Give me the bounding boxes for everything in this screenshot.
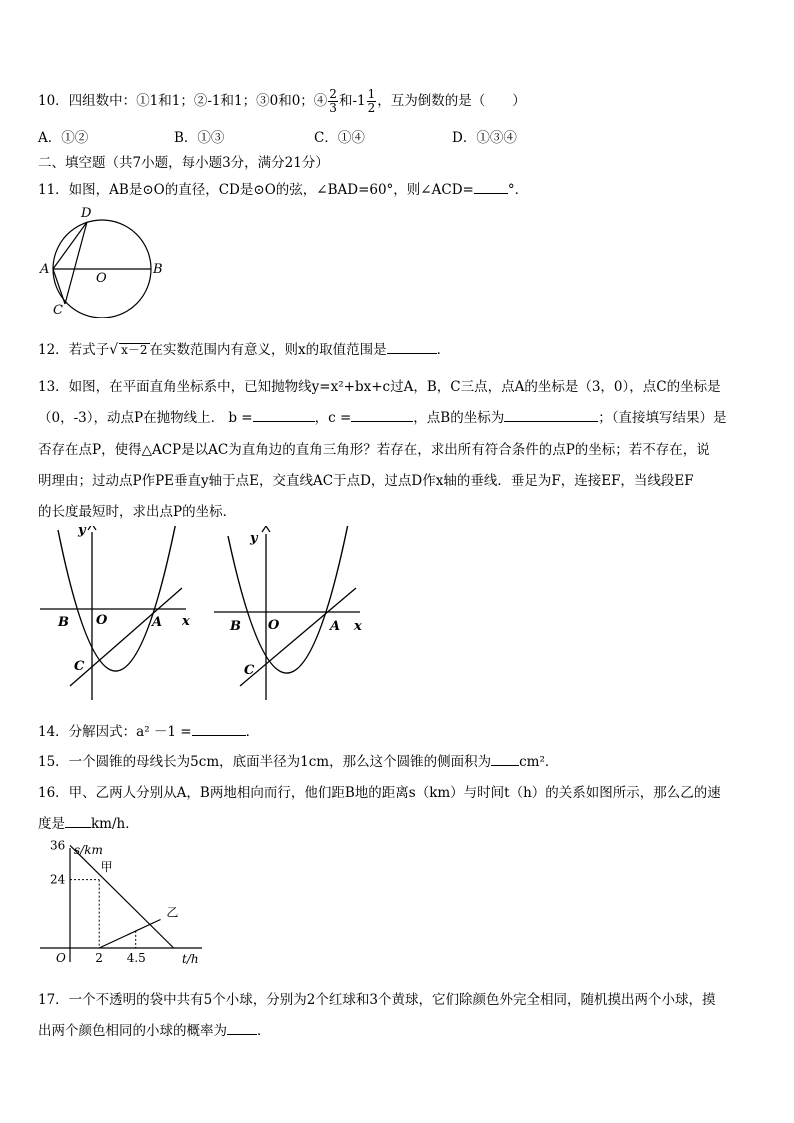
q13-l2a: （0，-3），动点P在抛物线上． b =	[38, 410, 253, 426]
q10-option-b: B．①③	[174, 130, 225, 146]
q15-stem: 15．一个圆锥的母线长为5cm，底面半径为1cm，那么这个圆锥的侧面积为	[38, 754, 492, 770]
q10-stem	[38, 88, 526, 115]
q16-l2b: km/h．	[91, 816, 139, 832]
parabola	[228, 526, 348, 673]
q14-end: ．	[245, 724, 260, 740]
q12-suffix: 在实数范围内有意义，则x的取值范围是	[149, 342, 387, 358]
q12-prefix: 12．若式子	[38, 342, 110, 358]
label-a: A	[40, 262, 50, 277]
tick-label-24: 24	[50, 872, 66, 887]
q13-l2b: ，c =	[314, 410, 352, 426]
q14-text	[38, 720, 259, 740]
chord-ad	[53, 222, 87, 269]
q12-radicand: x－2	[121, 343, 148, 357]
point-a-label: A	[152, 615, 163, 630]
q12-text: 12．若式子√ x－2 在实数范围内有意义，则x的取值范围是 ．	[38, 342, 451, 358]
y-axis-label: s/km	[74, 843, 103, 857]
q11-blank[interactable]	[474, 181, 508, 194]
q15-end: cm²．	[519, 754, 559, 770]
point-b-label: B	[230, 619, 241, 634]
q10-option-d: D．①③④	[452, 130, 517, 146]
q10-option-c: C．①④	[314, 130, 365, 146]
q14-stem: 14．分解因式：a² －1 =	[38, 724, 192, 740]
frac1-den: 3	[329, 101, 337, 115]
section-title: 二、填空题（共7小题，每小题3分，满分21分）	[38, 155, 329, 171]
q11-stem: 11．如图，AB是⊙O的直径，CD是⊙O的弦，∠BAD=60°，则∠ACD=	[38, 182, 474, 198]
x-label: x	[354, 619, 362, 634]
label-o: O	[96, 271, 107, 286]
q14-blank[interactable]	[192, 723, 246, 736]
q15-text	[38, 750, 558, 770]
q12-end: ．	[436, 342, 451, 358]
q13-line3: 否存在点P，使得△ACP是以AC为直角边的直角三角形？若存在，求出所有符合条件的点P的坐标；若不存在，说	[38, 442, 710, 458]
frac1-num: 2	[329, 87, 337, 101]
q13-blank-point-b[interactable]	[504, 409, 598, 422]
q16-distance-time-chart	[36, 838, 206, 966]
q10-text-c: ，互为倒数的是（ ）	[377, 93, 526, 109]
origin-label: O	[96, 613, 108, 628]
q11-suffix: °．	[507, 182, 529, 198]
q16-line1: 16．甲、乙两人分别从A，B两地相向而行，他们距B地的距离s（km）与时间t（h）的关系如图所示，那么乙的速	[38, 785, 721, 801]
x-label: x	[182, 614, 190, 629]
q10-label: 10．四组数中：	[38, 93, 137, 109]
label-b: B	[153, 262, 163, 277]
origin-label: O	[268, 618, 280, 633]
line-ac	[240, 588, 356, 686]
x-axis-label: t/h	[182, 952, 199, 966]
q10-frac2	[367, 88, 377, 115]
legend-jia: 甲	[100, 860, 113, 875]
q16-l2a: 度是	[38, 816, 65, 832]
q13-line4: 明理由；过动点P作PE垂直y轴于点E，交直线AC于点D，过点D作x轴的垂线．垂足为F，连接EF，当线段EF	[38, 473, 694, 489]
q10-text-a: ①1和1；②-1和1；③0和0；④	[136, 93, 328, 109]
q17-line2	[38, 1019, 271, 1039]
point-b-label: B	[58, 615, 69, 630]
q10-whole: -1	[352, 93, 366, 109]
q17-l2: 出两个颜色相同的小球的概率为	[38, 1023, 227, 1039]
frac2-num: 1	[367, 87, 376, 101]
q12-blank[interactable]	[387, 341, 437, 354]
series-jia-line	[70, 845, 174, 948]
point-c-label: C	[244, 663, 255, 678]
chord-dc	[65, 222, 87, 304]
q16-line2	[38, 812, 139, 832]
q17-end: ．	[257, 1023, 271, 1039]
q10-text-b: 和	[338, 93, 353, 109]
q10-frac1	[328, 88, 338, 115]
q13-graph-right	[210, 526, 370, 702]
q11-circle-figure	[34, 202, 170, 318]
q13-line5: 的长度最短时，求出点P的坐标．	[38, 504, 237, 520]
origin-label: O	[56, 951, 66, 965]
q13-l2d: ；（直接填写结果）是	[598, 410, 727, 426]
legend-yi: 乙	[166, 905, 179, 920]
q13-line1: 13．如图，在平面直角坐标系中，已知抛物线y=x²+bx+c过A，B，C三点，点A的坐标是（3，0），点C的坐标是	[38, 379, 721, 395]
tick-label-4.5: 4.5	[126, 951, 146, 965]
q10-option-a: A．①②	[38, 130, 89, 146]
y-label: y	[78, 526, 86, 538]
y-label: y	[250, 531, 258, 546]
tick-label-2: 2	[95, 951, 103, 965]
frac2-den: 2	[367, 101, 376, 115]
parabola	[58, 526, 176, 671]
q11-text	[38, 178, 528, 198]
q16-blank[interactable]	[65, 815, 91, 828]
point-a-label: A	[330, 619, 341, 634]
q13-blank-b[interactable]	[253, 409, 315, 422]
label-d: D	[81, 206, 92, 221]
q15-blank[interactable]	[491, 753, 519, 766]
series-yi-line	[99, 920, 160, 949]
q13-blank-c[interactable]	[351, 409, 413, 422]
q13-graph-left	[36, 526, 196, 702]
q13-l2c: ，点B的坐标为	[413, 410, 505, 426]
q13-line2	[38, 406, 726, 426]
q17-line1: 17．一个不透明的袋中共有5个小球，分别为2个红球和3个黄球，它们除颜色外完全相同，随机摸出两个小球，摸	[38, 992, 716, 1008]
label-c: C	[53, 303, 63, 318]
tick-label-36: 36	[50, 838, 66, 853]
point-c-label: C	[74, 659, 85, 674]
q17-blank[interactable]	[227, 1022, 257, 1035]
chord-ac	[53, 269, 65, 304]
